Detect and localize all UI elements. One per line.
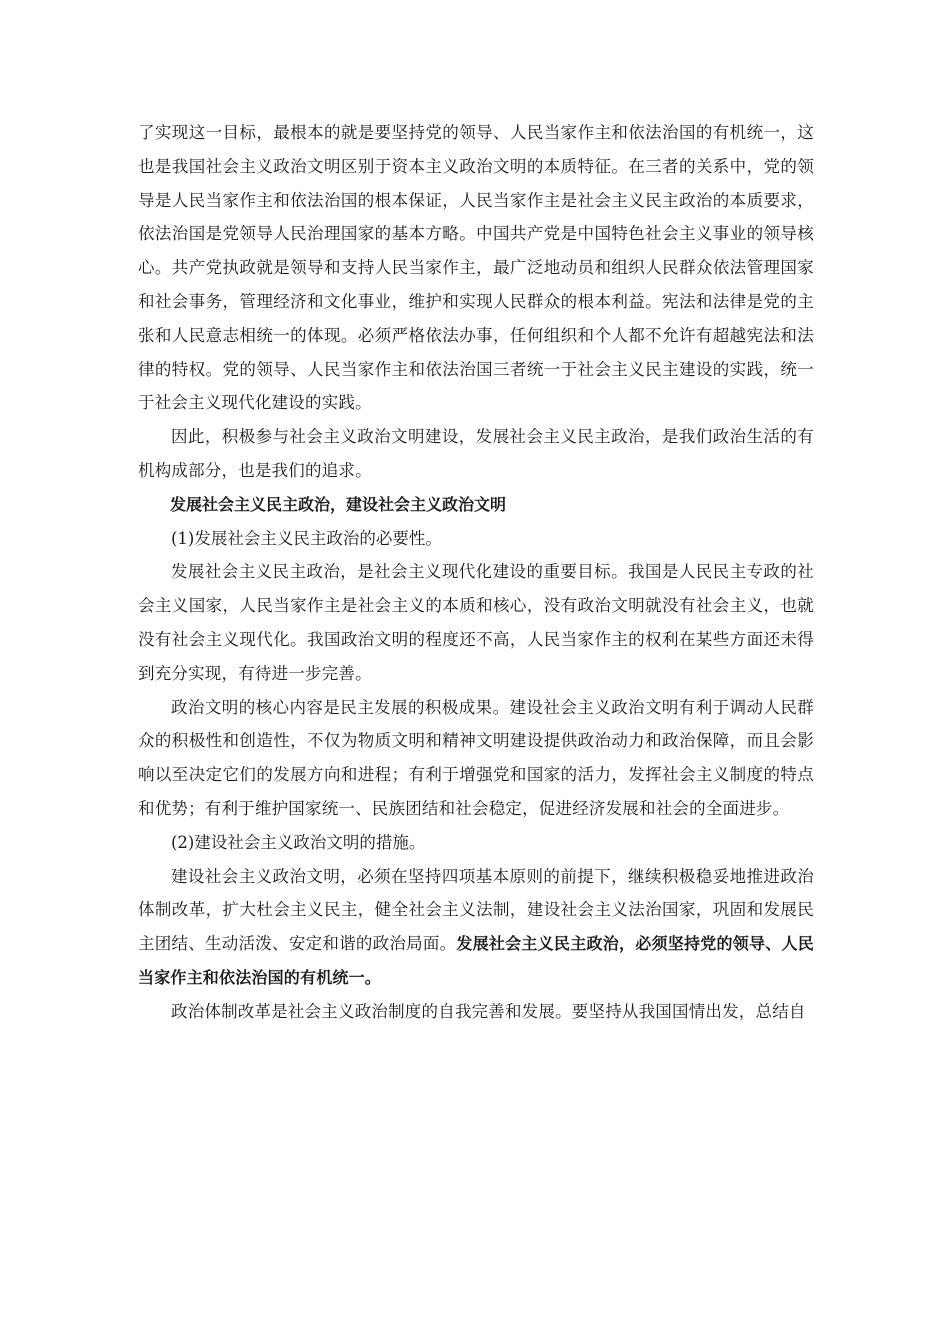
paragraph-measures-emphasis: 发展社会主义民主政治，必须坚持党的领导、人民当家作主和依法治国的有机统一。 (138, 934, 814, 987)
paragraph-conclusion: 因此，积极参与社会主义政治文明建设，发展社会主义民主政治，是我们政治生活的有机构成部分，也是我们的追求。 (138, 427, 814, 480)
document-page (138, 116, 814, 1029)
subheading-necessity: (1)发展社会主义民主政治的必要性。 (171, 528, 442, 548)
paragraph-measures-text: 建设社会主义政治文明，必须在坚持四项基本原则的前提下，继续积极稳妥地推进政治体制改革，扩大杜会主义民主，健全社会主义法制，建设社会主义法治国家，巩固和发展民主团结、生动活泼、安定和谐的政治局面。 (138, 866, 814, 954)
section-heading: 发展社会主义民主政治，建设社会主义政治文明 (170, 494, 507, 514)
paragraph-political-civilization: 政治文明的核心内容是民主发展的积极成果。建设社会主义政治文明有利于调动人民群众的积极性和创造性，不仅为物质文明和精神文明建设提供政治动力和政治保障，而且会影响以至决定它们的发展方向和进程；有利于增强党和国家的活力，发挥社会主义制度的特点和优势；有利于维护国家统一、民族团结和社会稳定，促进经济发展和社会的全面进步。 (138, 697, 814, 818)
subheading-measures: (2)建设社会主义政治文明的措施。 (171, 832, 426, 852)
paragraph-necessity: 发展社会主义民主政治，是社会主义现代化建设的重要目标。我国是人民民主专政的社会主义国家，人民当家作主是社会主义的本质和核心，没有政治文明就没有社会主义，也就没有社会主义现代化。我国政治文明的程度还不高，人民当家作主的权利在某些方面还未得到充分实现，有待进一步完善。 (138, 562, 814, 683)
paragraph-reform: 政治体制改革是社会主义政治制度的自我完善和发展。要坚持从我国国情出发，总结自 (171, 1001, 806, 1021)
paragraph-party-leadership: 了实现这一目标，最根本的就是要坚持党的领导、人民当家作主和依法治国的有机统一，这也是我国社会主义政治文明区别于资本主义政治文明的本质特征。在三者的关系中，党的领导是人民当家作主和依法治国的根本保证，人民当家作主是社会主义民主政治的本质要求，依法治国是党领导人民治理国家的基本方略。中国共产党是中国特色社会主义事业的领导核心。共产党执政就是领导和支持人民当家作主，最广泛地动员和组织人民群众依法管理国家和社会事务，管理经济和文化事业，维护和实现人民群众的根本利益。宪法和法律是党的主张和人民意志相统一的体现。必须严格依法办事，任何组织和个人都不允许有超越宪法和法律的特权。党的领导、人民当家作主和依法治国三者统一于社会主义民主建设的实践，统一于社会主义现代化建设的实践。 (138, 123, 814, 413)
paragraph-measures (138, 860, 814, 995)
